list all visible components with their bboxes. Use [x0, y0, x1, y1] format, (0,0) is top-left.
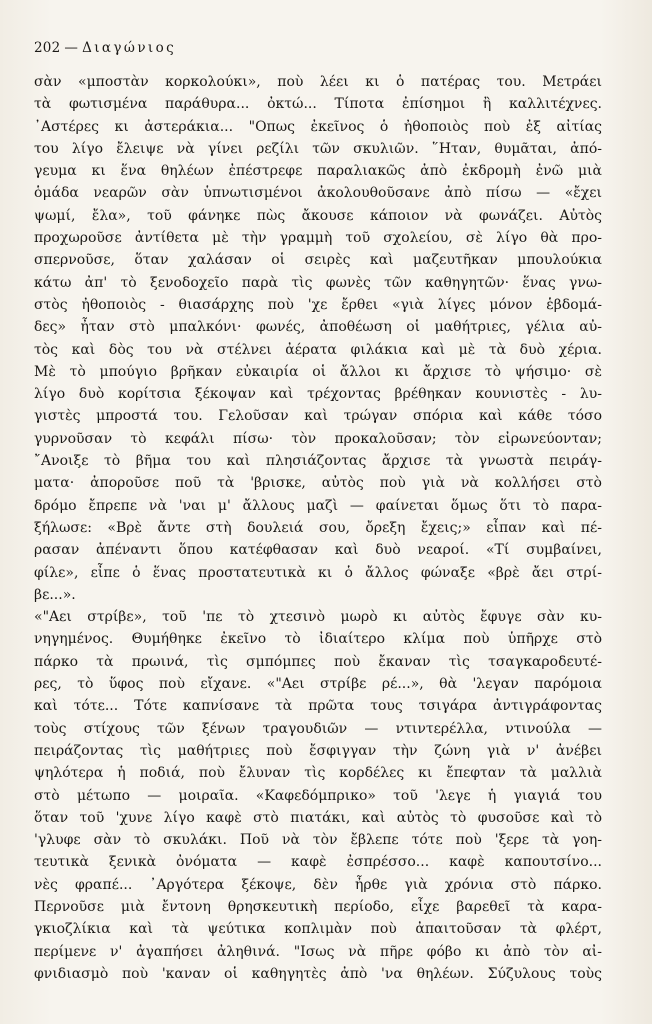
text-line: τὸς καὶ δὸς του νὰ στέλνει ἀέρατα φιλάκια καὶ μὲ τὰ δυὸ χέρια. — [34, 341, 602, 358]
text-line: ρασαν ἀπέναντι ὅπου κατέφθασαν καὶ δυὸ νεαροί. «Τί συμβαίνει, — [34, 542, 602, 559]
text-line: φίλε», εἶπε ὁ ἕνας προστατευτικὰ κι ὁ ἄλλος φώναξε «βρὲ ἄει στρί- — [34, 564, 602, 581]
text-line: ψωμί, ἔλα», τοῦ φάνηκε πὼς ἄκουσε κάποιον νὰ φωνάζει. Αὐτὸς — [34, 207, 602, 224]
text-line: γκιοζλίκια καὶ τὰ ψεύτικα κοπλιμὰν ποὺ ἀπαιτοῦσαν τὰ φλέρτ, — [34, 921, 602, 938]
text-line: πάρκο τὰ πρωινά, τὶς σμπόμπες ποὺ ἔκαναν τὶς τσαγκαροδευτέ- — [34, 653, 602, 670]
text-line: γιστὲς μπροστά του. Γελοῦσαν καὶ τρώγαν σπόρια καὶ κάθε τόσο — [34, 408, 602, 425]
text-line: ὅταν τοῦ 'χυνε λίγο καφὲ στὸ πιατάκι, καὶ αὐτὸς τὸ φυσοῦσε καὶ τὸ — [34, 809, 602, 826]
text-line: σπερνοῦσε, ὅταν χαλάσαν οἱ σειρὲς καὶ μαζευτῆκαν μπουλούκια — [34, 252, 602, 269]
running-title: Διαγώνιος — [82, 40, 177, 56]
text-line: γευμα κι ἕνα θηλέων ἐπέστρεφε παραλιακῶς ἀπὸ ἐκδρομὴ ἐνῶ μιὰ — [34, 163, 602, 180]
text-line: λίγο δυὸ κορίτσια ξέκοψαν καὶ τρέχοντας βρέθηκαν κουνιστὲς - λυ- — [34, 386, 602, 403]
text-line: ῎Ανοιξε τὸ βῆμα του καὶ πλησιάζοντας ἄρχισε τὰ γνωστὰ πειράγ- — [34, 453, 602, 470]
text-line: ξήλωσε: «Βρὲ ἄντε στὴ δουλειά σου, ὄρεξη ἔχεις;» εἶπαν καὶ πέ- — [34, 519, 602, 536]
text-line: δες» ἦταν στὸ μπαλκόνι· φωνές, ἀποθέωση οἱ μαθήτριες, γέλια αὐ- — [34, 319, 602, 336]
text-line: Μὲ τὸ μπούγιο βρῆκαν εὐκαιρία οἱ ἄλλοι κι ἄρχισε τὸ ψήσιμο· σὲ — [34, 363, 602, 380]
text-line: τὰ φωτισμένα παράθυρα... ὀκτώ... Τίποτα ἐπίσημοι ἢ καλλιτέχνες. — [34, 96, 602, 113]
text-line: δρόμο ἔπρεπε νὰ 'ναι μ' ἄλλους μαζὶ — φαίνεται ὅμως ὅτι τὸ παρα- — [34, 497, 602, 514]
text-line: «"Αει στρίβε», τοῦ 'πε τὸ χτεσινὸ μωρὸ κι αὐτὸς ἔφυγε σὰν κυ- — [34, 609, 602, 626]
text-line: φνιδιασμὸ ποὺ 'καναν οἱ καθηγητὲς ἀπὸ 'να θηλέων. Σύζυλους τοὺς — [34, 965, 602, 982]
text-line: βε...». — [34, 586, 76, 603]
text-line: προχωροῦσε ἀντίθετα μὲ τὴν γραμμὴ τοῦ σχολείου, σὲ λίγο θὰ προ- — [34, 230, 602, 247]
page-header — [34, 40, 176, 56]
text-line: νὲς φραπέ... ᾿Αργότερα ξέκοψε, δὲν ἦρθε γιὰ χρόνια στὸ πάρκο. — [34, 876, 602, 893]
text-line: ψηλότερα ἡ ποδιά, ποὺ ἔλυναν τὶς κορδέλες κι ἔπεφταν τὰ μαλλιὰ — [34, 765, 602, 782]
text-line: τοὺς στίχους τῶν ξένων τραγουδιῶν — ντιντερέλλα, ντινούλα — — [34, 720, 602, 737]
text-line: πειράζοντας τὶς μαθήτριες ποὺ ἔσφιγγαν τὴν ζώνη γιὰ ν' ἀνέβει — [34, 742, 602, 759]
text-line: ᾿Αστέρες κι ἀστεράκια... "Οπως ἐκεῖνος ὁ ἠθοποιὸς ποὺ ἐξ αἰτίας — [34, 118, 602, 135]
text-line: στὸς ἠθοποιὸς - θιασάρχης ποὺ 'χε ἔρθει «γιὰ λίγες μόνον ἑβδομά- — [34, 296, 602, 313]
text-line: σὰν «μποστὰν κορκολούκι», ποὺ λέει κι ὁ πατέρας του. Μετράει — [34, 74, 602, 90]
text-line: ὁμάδα νεαρῶν σὰν ὑπνωτισμένοι ἀκολουθοῦσανε ἀπὸ πίσω — «ἔχει — [34, 185, 602, 202]
text-line: τευτικὰ ξενικὰ ὀνόματα — καφὲ ἐσπρέσσο... καφὲ καπουτσίνο... — [34, 854, 602, 871]
text-line: κάτω ἀπ' τὸ ξενοδοχεῖο παρὰ τὶς φωνὲς τῶν καθηγητῶν· ἕνας γνω- — [34, 274, 602, 291]
page-number: 202 — [34, 40, 61, 56]
body-text — [34, 71, 602, 985]
text-line: του λίγο ἔλειψε νὰ γίνει ρεζίλι τῶν σκυλιῶν. ῞Ηταν, θυμᾶται, ἀπό- — [34, 140, 602, 157]
text-line: ματα· ἀποροῦσε ποῦ τὰ 'βρισκε, αὐτὸς ποὺ γιὰ νὰ κολλήσει στὸ — [34, 475, 602, 492]
text-line: γυρνοῦσαν τὸ κεφάλι πίσω· τὸν προκαλοῦσαν; τὸν εἰρωνεύονταν; — [34, 430, 602, 447]
text-line: Περνοῦσε μιὰ ἔντονη θρησκευτικὴ περίοδο, εἶχε βαρεθεῖ τὰ καρα- — [34, 898, 602, 915]
text-line: στὸ μέτωπο — μοιραῖα. «Καφεδόμπρικο» τοῦ 'λεγε ἡ γιαγιά του — [34, 787, 602, 804]
text-line: ρες, τὸ ὕφος ποὺ εἴχανε. «"Αει στρίβε ρέ...», θὰ 'λεγαν παρόμοια — [34, 676, 602, 693]
header-separator: — — [64, 40, 79, 56]
text-line: 'γλυφε σὰν τὸ σκυλάκι. Ποῦ νὰ τὸν ἔβλεπε τότε ποὺ 'ξερε τὰ γοη- — [34, 832, 602, 849]
text-line: νηγημένος. Θυμήθηκε ἐκεῖνο τὸ ἰδιαίτερο κλίμα ποὺ ὑπῆρχε στὸ — [34, 631, 602, 648]
text-line: περίμενε ν' ἀγαπήσει ἀληθινά. "Ισως νὰ πῆρε φόβο κι ἀπὸ τὸν αἰ- — [34, 943, 602, 960]
text-line: καὶ τότε... Τότε καπνίσανε τὰ πρῶτα τους τσιγάρα ἀντιγράφοντας — [34, 698, 602, 715]
